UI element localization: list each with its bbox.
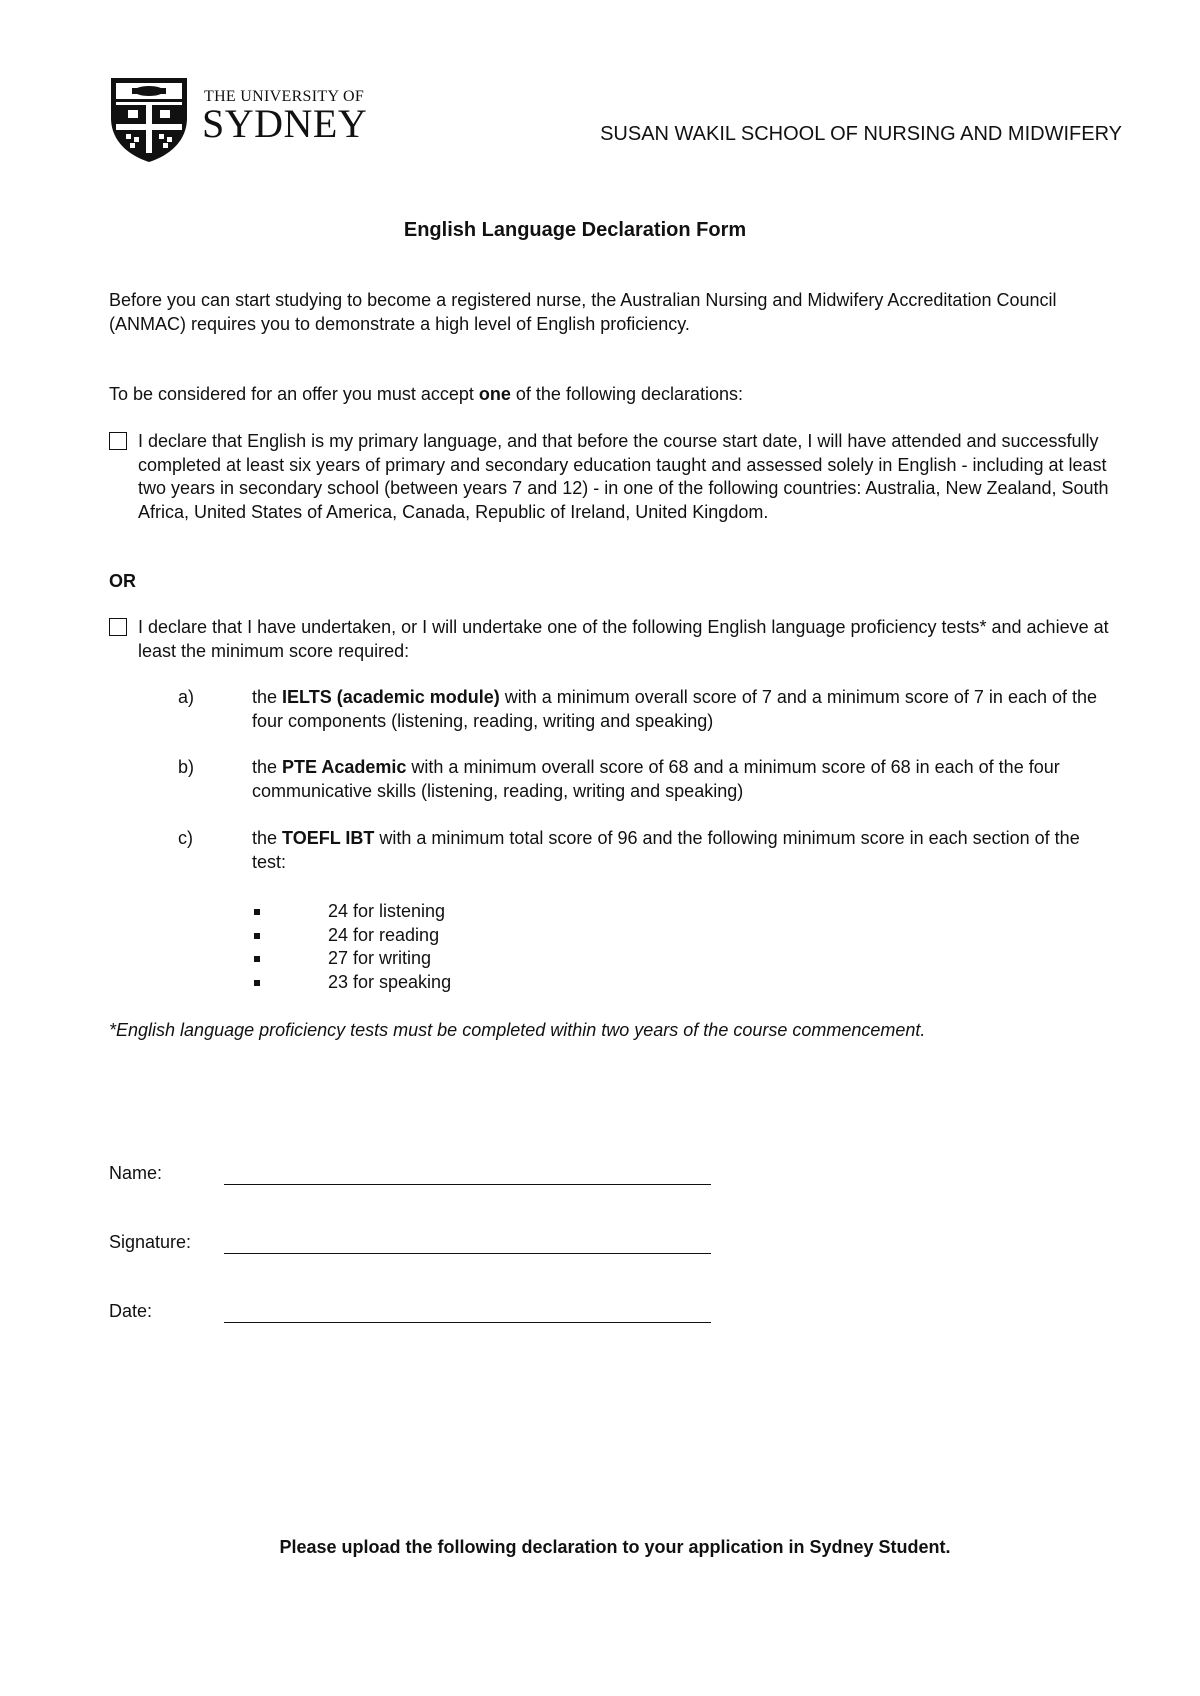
square-bullet-icon [254,933,260,939]
option-description: with a minimum overall score of 68 and a minimum score of 68 in each of the four communicative skills (listening, reading, writing and speaking) [252,757,1060,801]
option-ielts [178,686,1108,733]
declaration-1 [109,430,1109,524]
list-item-text: 24 for listening [328,901,446,921]
list-item-text: 23 for speaking [328,971,452,992]
or-label: OR [109,571,136,591]
option-prefix: the [252,828,283,848]
declaration-2-text: I declare that I have undertaken, or I will undertake one of the following English language proficiency tests* and achieve at least the minimum score required: [138,617,1109,661]
option-prefix: the [252,687,283,707]
declaration-1-checkbox[interactable] [109,432,127,450]
date-label: Date: [109,1301,153,1321]
option-test-name: PTE Academic [282,757,407,777]
university-logo [108,74,368,164]
list-item-text: 24 for reading [328,924,440,945]
declaration-1-text: I declare that English is my primary language, and that before the course start date, I will have attended and successfully completed at least six years of primary and secondary education taught and assessed solely in English - including at least two years in secondary school (between years 7 and 12) - in one of the following countries: Australia, New Zealand, South Africa, United States of America, Canada, Republic of Ireland, United Kingdom. [138,431,1109,522]
name-input-line[interactable] [224,1184,711,1185]
date-input-line[interactable] [224,1322,711,1323]
list-item [252,924,451,948]
list-item [252,900,451,924]
university-name-line2: SYDNEY [202,101,368,146]
school-name: SUSAN WAKIL SCHOOL OF NURSING AND MIDWIFERY [600,123,1122,145]
declaration-2 [109,616,1109,663]
option-description: with a minimum overall score of 7 and a minimum score of 7 in each of the four components (listening, reading, writing and speaking) [252,687,1098,731]
list-item [252,947,451,971]
option-test-name: IELTS (academic module) [282,687,500,707]
option-prefix: the [252,757,283,777]
consider-text-after: of the following declarations: [510,384,744,404]
university-name-line1: THE UNIVERSITY OF [204,88,365,105]
option-text [252,827,1108,874]
name-field [109,1162,719,1188]
option-letter: a) [178,687,195,707]
square-bullet-icon [254,980,260,986]
upload-instruction: Please upload the following declaration to your application in Sydney Student. [279,1537,951,1557]
square-bullet-icon [254,956,260,962]
option-pte [178,756,1108,803]
option-toefl [178,827,1108,874]
signature-field [109,1231,719,1257]
list-item-text: 27 for writing [328,948,432,968]
option-text [252,756,1108,803]
square-bullet-icon [254,909,260,915]
signature-label: Signature: [109,1232,192,1252]
consider-paragraph [109,383,1109,407]
list-item [252,971,451,995]
consider-text-before: To be considered for an offer you must accept [109,384,479,404]
declaration-2-checkbox[interactable] [109,618,127,636]
option-text [252,686,1108,733]
university-crest-icon [108,74,190,164]
option-letter: b) [178,757,195,777]
form-title: English Language Declaration Form [403,219,747,241]
option-test-name: TOEFL IBT [282,828,375,848]
signature-input-line[interactable] [224,1253,711,1254]
footnote: *English language proficiency tests must be completed within two years of the course commencement. [109,1020,926,1040]
name-label: Name: [109,1163,163,1183]
intro-paragraph: Before you can start studying to become a registered nurse, the Australian Nursing and Midwifery Accreditation Council (ANMAC) requires you to demonstrate a high level of English proficiency. [109,290,1057,334]
option-description: with a minimum total score of 96 and the following minimum score in each section of the test: [252,828,1080,872]
date-field [109,1300,719,1326]
option-letter: c) [178,828,193,848]
consider-text-bold: one [478,384,511,404]
toefl-score-list [252,900,451,994]
